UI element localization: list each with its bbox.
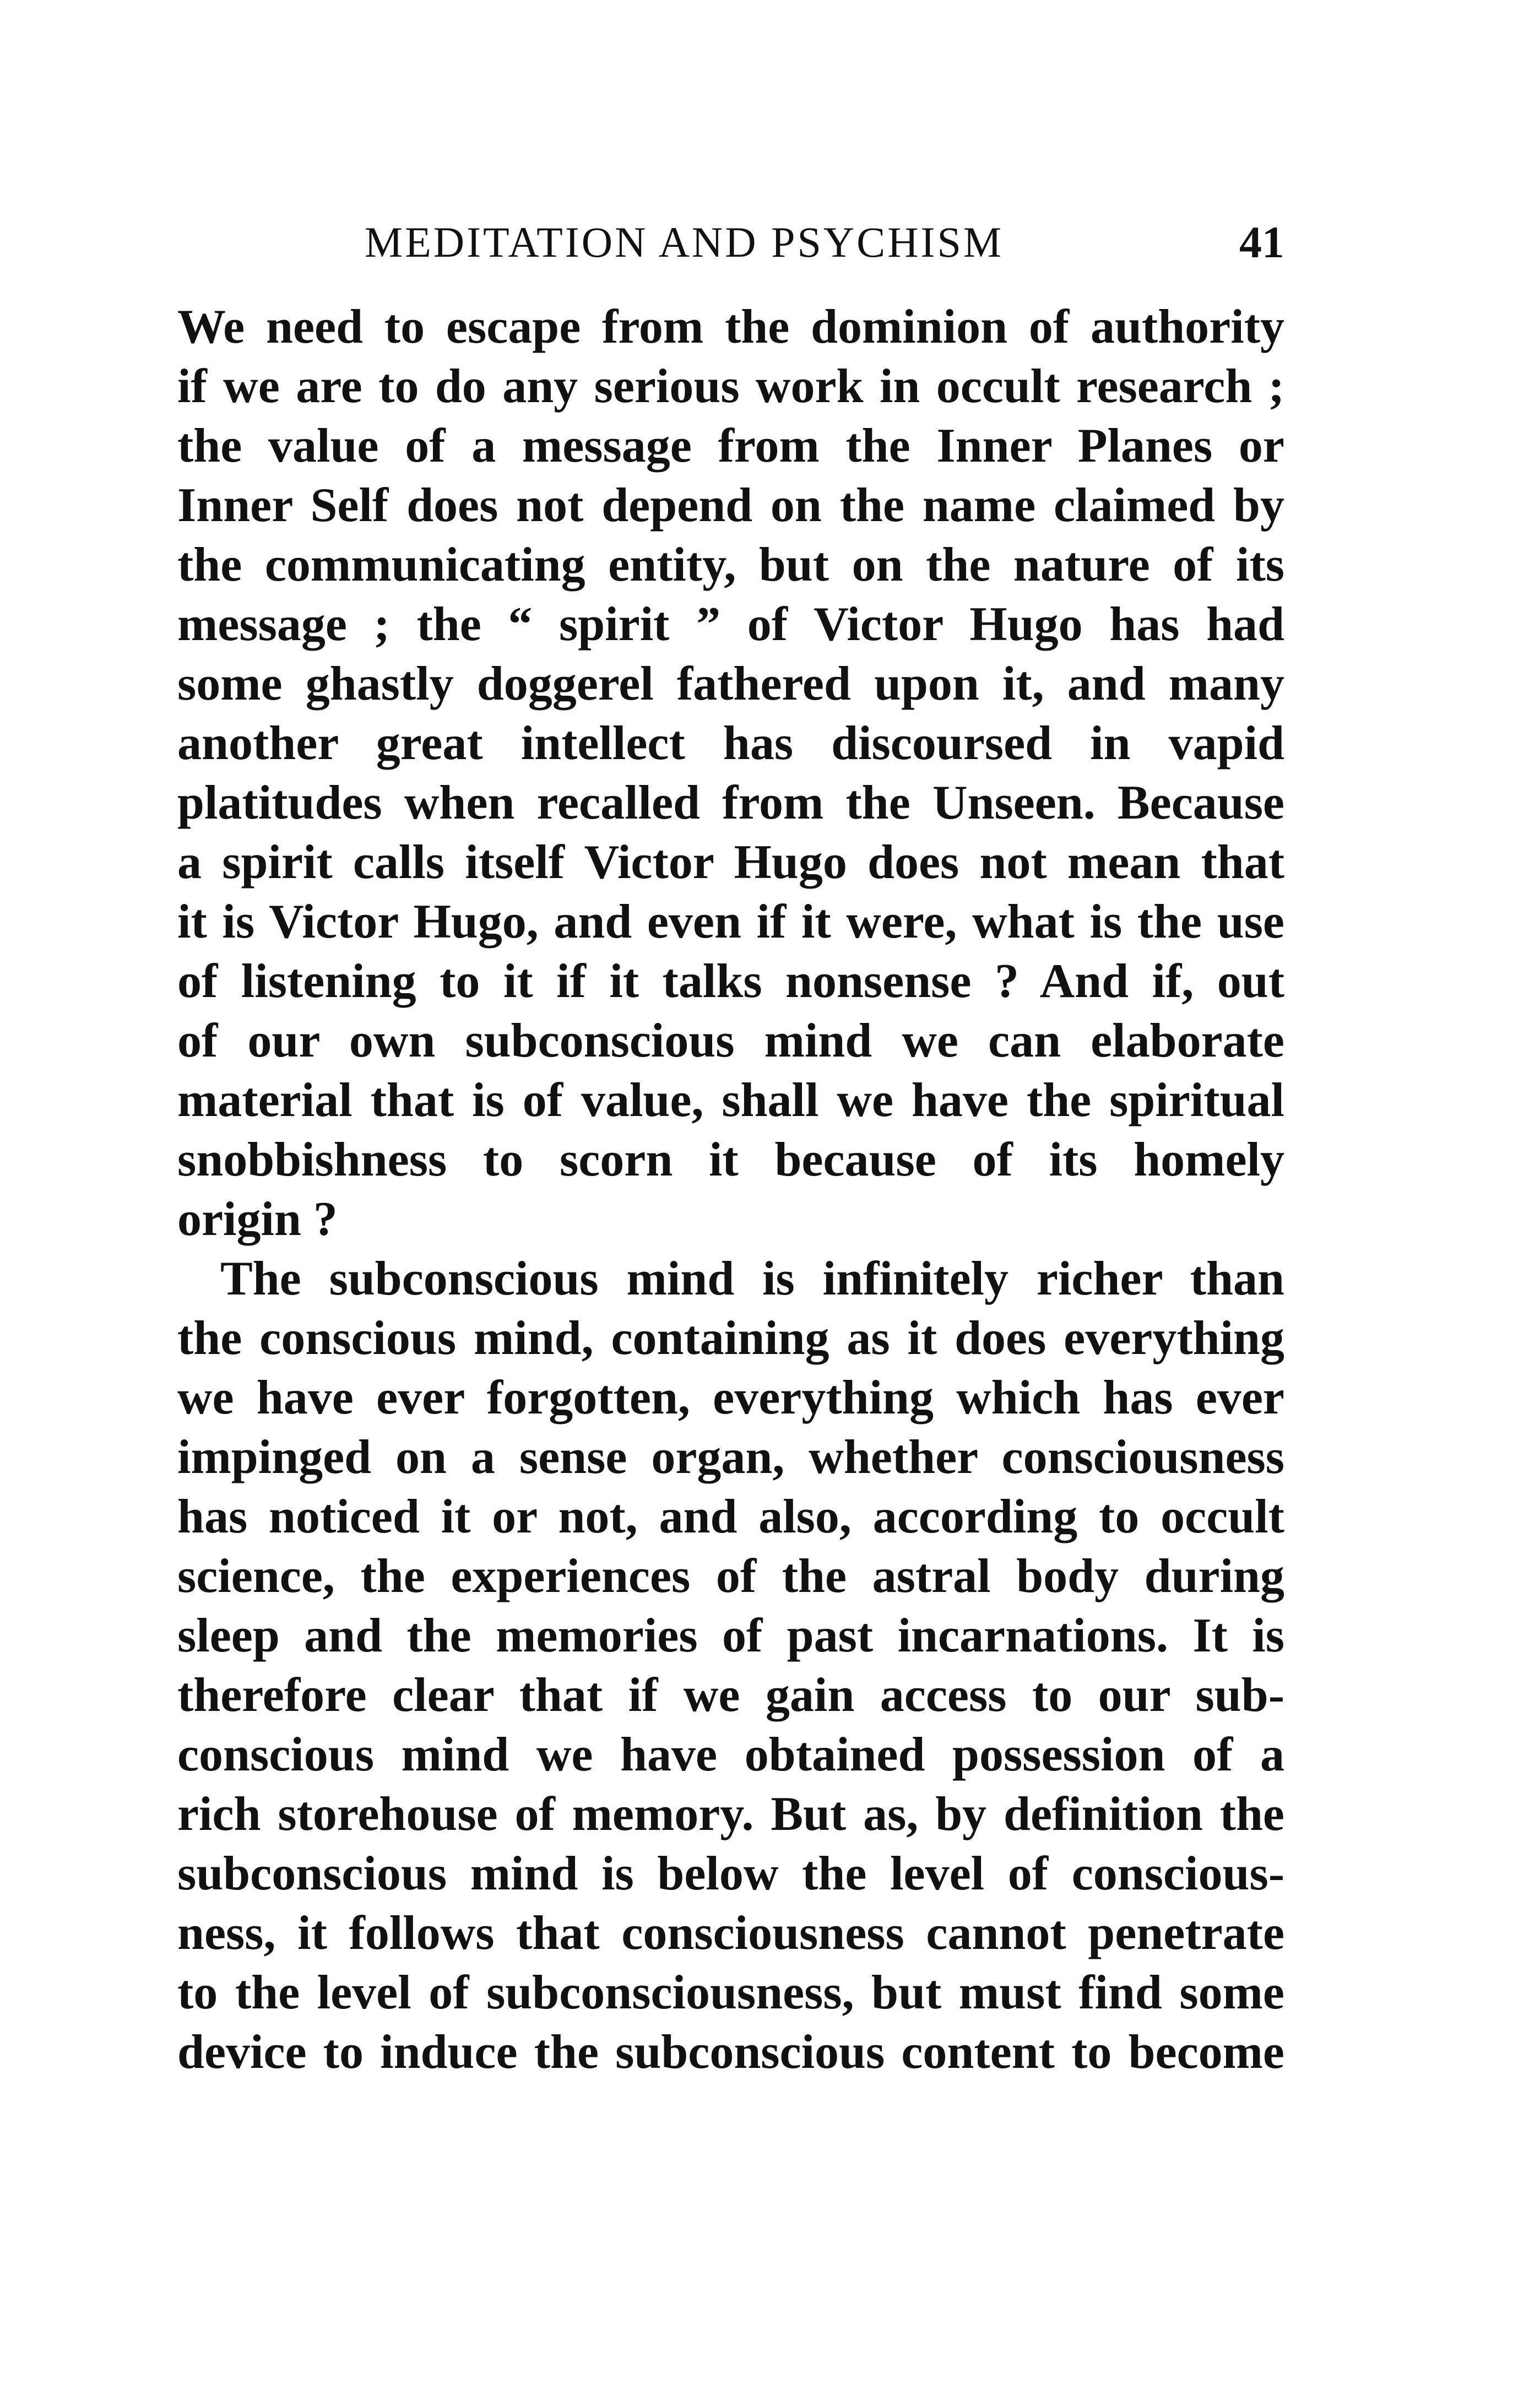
body-text — [177, 297, 1284, 2082]
text-line: the conscious mind, containing as it does everything — [177, 1312, 1284, 1365]
text-line: science, the experiences of the astral body during — [177, 1550, 1284, 1603]
text-line: sleep and the memories of past incarnations. It is — [177, 1609, 1284, 1662]
page-number: 41 — [1239, 217, 1284, 267]
text-line: snobbishness to scorn it because of its homely — [177, 1133, 1284, 1187]
text-line: another great intellect has discoursed in vapid — [177, 717, 1284, 770]
text-line: subconscious mind is below the level of conscious- — [177, 1847, 1284, 1900]
text-line: some ghastly doggerel fathered upon it, and many — [177, 657, 1284, 711]
text-line: the communicating entity, but on the nature of its — [177, 538, 1284, 592]
text-line: the value of a message from the Inner Planes or — [177, 419, 1284, 473]
text-line: has noticed it or not, and also, according to occult — [177, 1490, 1284, 1543]
text-line: impinged on a sense organ, whether consciousness — [177, 1431, 1284, 1484]
text-line: The subconscious mind is infinitely richer than — [220, 1252, 1284, 1306]
running-head — [177, 209, 1284, 275]
text-line: it is Victor Hugo, and even if it were, what is the use — [177, 895, 1284, 949]
text-line: therefore clear that if we gain access to our sub- — [177, 1669, 1284, 1722]
text-line: message ; the “ spirit ” of Victor Hugo has had — [177, 598, 1284, 651]
text-line: to the level of subconsciousness, but must find some — [177, 1966, 1284, 2019]
text-line: of our own subconscious mind we can elaborate — [177, 1014, 1284, 1068]
text-line: rich storehouse of memory. But as, by definition the — [177, 1788, 1284, 1841]
text-line: Inner Self does not depend on the name claimed by — [177, 479, 1284, 532]
text-line: material that is of value, shall we have the spiritual — [177, 1074, 1284, 1127]
text-line: We need to escape from the dominion of authority — [177, 300, 1284, 354]
running-title: MEDITATION AND PSYCHISM — [364, 218, 1004, 266]
text-line: device to induce the subconscious content to become — [177, 2025, 1284, 2079]
text-line: platitudes when recalled from the Unseen. Because — [177, 776, 1284, 830]
text-line: we have ever forgotten, everything which has ever — [177, 1371, 1284, 1424]
text-line: origin ? — [177, 1193, 338, 1246]
text-line: if we are to do any serious work in occult research ; — [177, 360, 1284, 413]
text-line: conscious mind we have obtained possession of a — [177, 1728, 1284, 1781]
text-line: ness, it follows that consciousness cannot penetrate — [177, 1906, 1284, 1960]
text-line: of listening to it if it talks nonsense ? And if, out — [177, 955, 1284, 1008]
text-line: a spirit calls itself Victor Hugo does not mean that — [177, 836, 1284, 889]
